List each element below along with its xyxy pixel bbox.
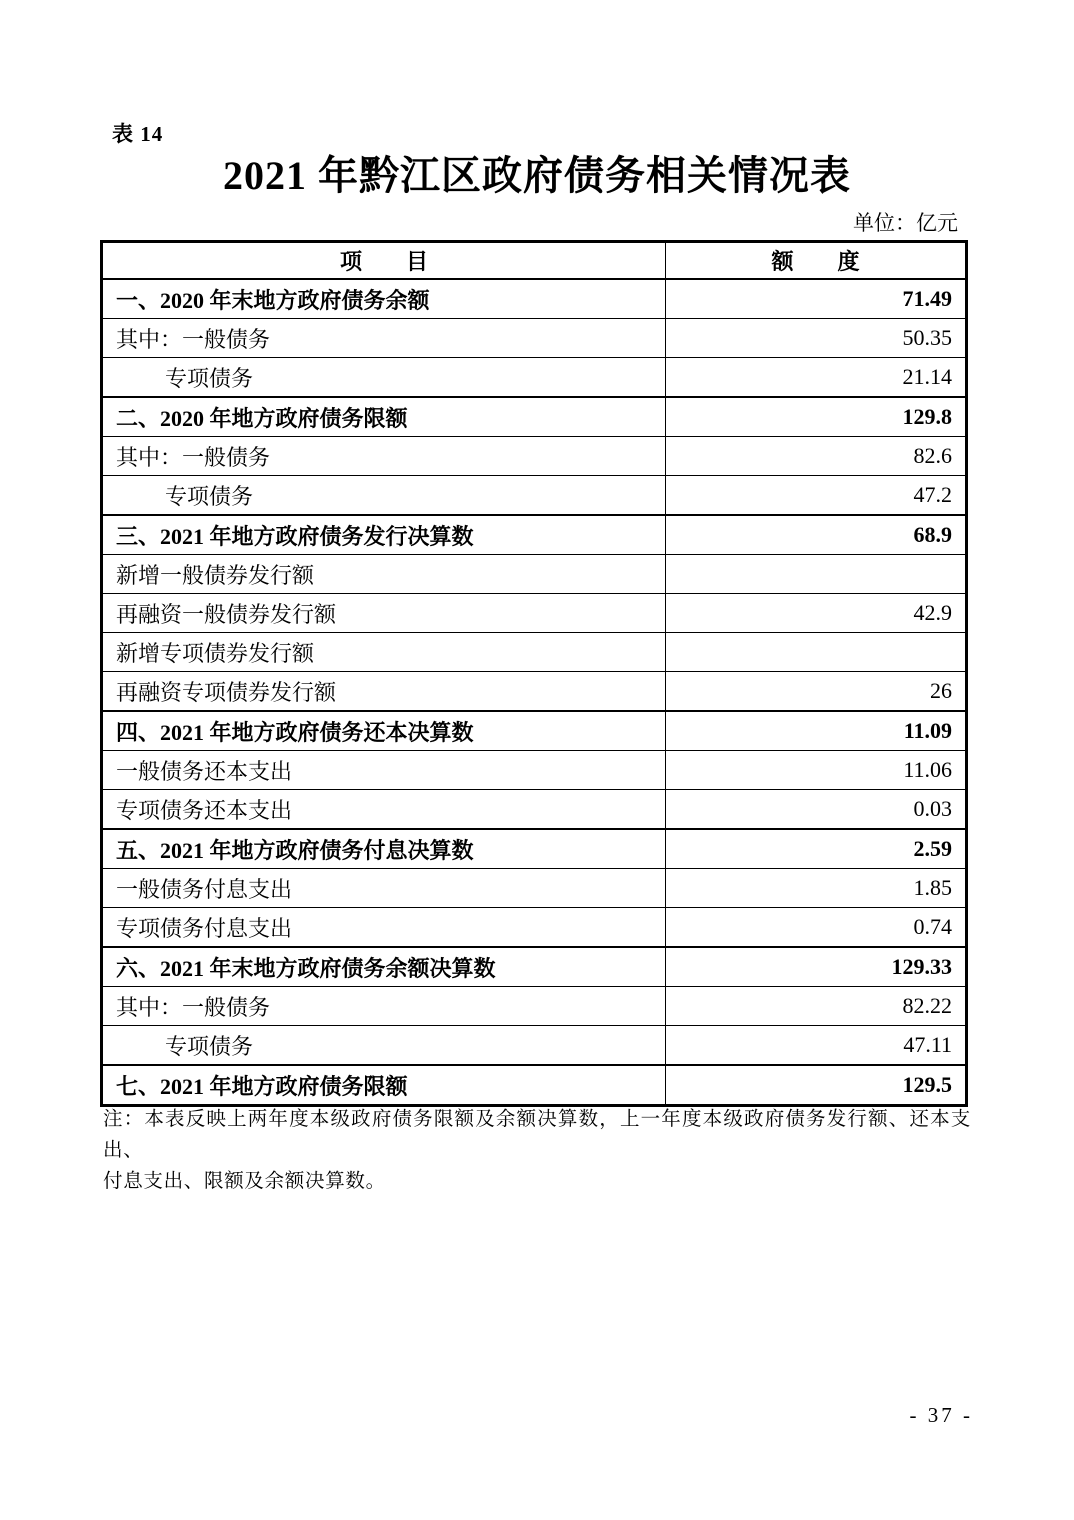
row-item-label: 专项债务还本支出: [102, 790, 666, 830]
row-amount-value: 71.49: [666, 279, 967, 319]
row-amount-value: 0.03: [666, 790, 967, 830]
table-row: [102, 319, 967, 358]
row-amount-value: 26: [666, 672, 967, 712]
table-body: [102, 279, 967, 1106]
row-item-label: 新增一般债券发行额: [102, 555, 666, 594]
table-row: [102, 987, 967, 1026]
column-header-item: 项 目: [102, 242, 666, 280]
row-amount-value: [666, 633, 967, 672]
row-amount-value: 129.33: [666, 947, 967, 987]
note-line-2: 付息支出、限额及余额决算数。: [103, 1171, 386, 1192]
row-item-label: 四、2021 年地方政府债务还本决算数: [102, 711, 666, 751]
row-item-label: 一般债务还本支出: [102, 751, 666, 790]
row-item-label: 一、2020 年末地方政府债务余额: [102, 279, 666, 319]
table-row: [102, 1065, 967, 1106]
page-number: - 37 -: [909, 1403, 973, 1427]
row-item-label: 五、2021 年地方政府债务付息决算数: [102, 829, 666, 869]
table-row: [102, 711, 967, 751]
row-item-label: 一般债务付息支出: [102, 869, 666, 908]
row-amount-value: 1.85: [666, 869, 967, 908]
debt-table: [100, 240, 968, 1107]
row-item-label: 其中：一般债务: [102, 437, 666, 476]
table-row: [102, 515, 967, 555]
table-row: [102, 751, 967, 790]
row-amount-value: 42.9: [666, 594, 967, 633]
document-title: 2021 年黔江区政府债务相关情况表: [223, 153, 851, 198]
row-item-label: 再融资专项债券发行额: [102, 672, 666, 712]
table-row: [102, 397, 967, 437]
table-note: [103, 1104, 971, 1197]
table-row: [102, 555, 967, 594]
row-item-label: 专项债务: [102, 1026, 666, 1066]
row-item-label: 六、2021 年末地方政府债务余额决算数: [102, 947, 666, 987]
table-row: [102, 437, 967, 476]
table-row: [102, 358, 967, 398]
unit-label: 单位：亿元: [853, 211, 958, 235]
row-amount-value: 82.6: [666, 437, 967, 476]
row-item-label: 专项债务付息支出: [102, 908, 666, 948]
row-amount-value: 2.59: [666, 829, 967, 869]
table-row: [102, 790, 967, 830]
table-header-row: [102, 242, 967, 280]
table-row: [102, 279, 967, 319]
table-row: [102, 869, 967, 908]
row-item-label: 二、2020 年地方政府债务限额: [102, 397, 666, 437]
row-amount-value: 129.5: [666, 1065, 967, 1106]
row-item-label: 其中：一般债务: [102, 987, 666, 1026]
row-amount-value: 129.8: [666, 397, 967, 437]
table-row: [102, 947, 967, 987]
row-item-label: 专项债务: [102, 476, 666, 516]
row-amount-value: 50.35: [666, 319, 967, 358]
row-amount-value: 21.14: [666, 358, 967, 398]
row-item-label: 新增专项债券发行额: [102, 633, 666, 672]
row-item-label: 再融资一般债券发行额: [102, 594, 666, 633]
table-row: [102, 1026, 967, 1066]
row-amount-value: 47.2: [666, 476, 967, 516]
row-item-label: 七、2021 年地方政府债务限额: [102, 1065, 666, 1106]
column-header-amount: 额 度: [666, 242, 967, 280]
row-amount-value: 47.11: [666, 1026, 967, 1066]
row-amount-value: 82.22: [666, 987, 967, 1026]
row-amount-value: 0.74: [666, 908, 967, 948]
row-item-label: 专项债务: [102, 358, 666, 398]
row-amount-value: 11.06: [666, 751, 967, 790]
table-row: [102, 672, 967, 712]
table-row: [102, 829, 967, 869]
row-amount-value: [666, 555, 967, 594]
row-amount-value: 11.09: [666, 711, 967, 751]
row-item-label: 三、2021 年地方政府债务发行决算数: [102, 515, 666, 555]
table-row: [102, 908, 967, 948]
table-number-label: 表 14: [112, 122, 164, 146]
note-line-1: 注：本表反映上两年度本级政府债务限额及余额决算数，上一年度本级政府债务发行额、还本支出、: [103, 1109, 971, 1161]
row-amount-value: 68.9: [666, 515, 967, 555]
table-row: [102, 633, 967, 672]
row-item-label: 其中：一般债务: [102, 319, 666, 358]
table-row: [102, 476, 967, 516]
table-row: [102, 594, 967, 633]
